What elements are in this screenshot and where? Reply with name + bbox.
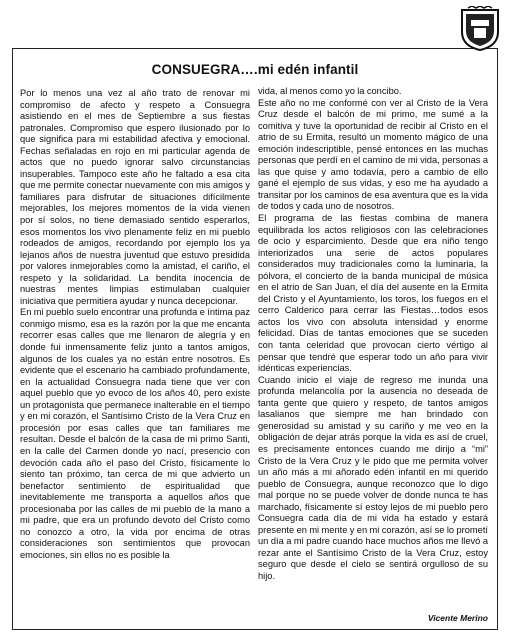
paragraph: vida, al menos como yo la concibo. [258,86,402,96]
author-signature: Vicente Merino [427,613,488,623]
paragraph: En mi pueblo suelo encontrar una profunda e íntima paz conmigo mismo, esa es la razón por la que me encanta recorrer esas calles que me llenaron de alegría y en donde fui inmensamente feliz junto a tantos amigos, algunos de los cuales ya no están entre nosotros. Es evidente que el escenario ha cambiado profundamente, en la actualidad Consuegra nada tiene que ver con aquel pueblo que yo evoco de los años 40, pero existe un protagonista que permanece inalterable en el tiempo y en mi corazón, el Santísimo Cristo de la Vera Cruz en procesión por esas calles que tan familiares me resultan. Desde el balcón de la casa de mi primo Santi, en la calle del Carmen donde yo nací, presencio con devoción cada año el paso del Cristo, físicamente lo siento tan próximo, tan cerca de mi que advierto un benefactor sentimiento de espiritualidad que inevitablemente me transporta a aquellos años que procesionaba por las calles de mi pueblo de la mano a mi padre, que era un profundo devoto del Cristo como no conozco a otro, la vida por encima de otras consideraciones son sentimientos que provocan emociones, sin ellos no es posible la [20,307,250,560]
paragraph: El programa de las fiestas combina de manera equilibrada los actos religiosos con las celebraciones de ocio y esparcimiento. Desde que era niño tengo interiorizados una serie de actos populares considerados muy tradicionales como la luminaria, la pólvora, el concierto de la banda municipal de música en el atrio de San Juan, el día del ausente en la Ermita del Cristo y el Ayuntamiento, los toros, los fuegos en el cerro Calderico para cerrar las Fiestas…todos esos actos los vivo con absoluta intensidad y enorme felicidad. Días de tantas emociones que se suceden con tanta celeridad que provocan cierto vértigo al pensar que tendré que esperar todo un año para vivir idénticas experiencias. [258,213,488,374]
paragraph: Por lo menos una vez al año trato de renovar mi compromiso de afecto y respeto a Consuegra asistiendo en el mes de Septiembre a sus fiestas patronales. Compromiso que espero ilusionado por lo que significa para mi estabilidad afectiva y emocional. Fechas señaladas en rojo en mi particular agenda de actos que no puedo ignorar salvo circunstancias insuperables. Tampoco este año he faltado a esa cita que me permite conectar nuevamente con mis amigos y familiares para disfrutar de situaciones difícilmente mejorables, los mejores momentos de la vida vienen por sí solos, no tiene demasiado sentido esperarlos, esos momentos los vivo plenamente feliz en mi pueblo rodeados de amigos, recordando por ejemplo los ya lejanos años de nuestra juventud que estuvo presidida por valores inmejorables como la amistad, el cariño, el respeto y la solidaridad. La bendita inocencia de nuestras mentes limpias estimulaban cualquier iniciativa que permitiera ayudar y nunca decepcionar. [20,88,250,306]
left-column [20,88,250,561]
coat-of-arms-logo [458,6,502,52]
article-title: CONSUEGRA….mi edén infantil [151,62,359,77]
right-column [258,86,488,583]
paragraph: Este año no me conformé con ver al Cristo de la Vera Cruz desde el balcón de mi primo, me sumé a la comitiva y tuve la oportunidad de recibir al Cristo en el atrio de su Ermita, resultó un momento mágico de una emoción indescriptible, pensé entonces en las muchas personas que perdí en el camino de mi vida, personas a las que quise y amo todavía, pero a cambio de ello gané el ejemplo de sus vidas, y eso me ha ayudado a transitar por los caminos de esa aventura que es la vida de todos y cada uno de nosotros. [258,97,488,212]
paragraph: Cuando inicio el viaje de regreso me inunda una profunda melancolía por la ausencia no deseada de tanta gente que quiero y respeto, de tantos amigos lasalianos que siempre me han brindado con generosidad su amistad y su cariño y me veo en la obligación de dejar atrás porque la vida es así de cruel, es precisamente entonces cuando me dirijo a “mi” Cristo de la Vera Cruz y le pido que me permita volver un año más a mi añorado edén infantil en mi querido pueblo de Consuegra, aunque reconozco que lo digo mal porque no se puede volver de donde nunca te has marchado, físicamente sí estoy lejos de mi pueblo pero Consuegra cada día de mi vida ha estado y estará presente en mi mente y en mi corazón, así se lo prometí un día a mi padre cuando hace muchos años me llevó a rezar ante el Santísimo Cristo de la Vera Cruz, estoy seguro que desde el cielo se sentirá orgulloso de su hijo. [258,374,488,581]
